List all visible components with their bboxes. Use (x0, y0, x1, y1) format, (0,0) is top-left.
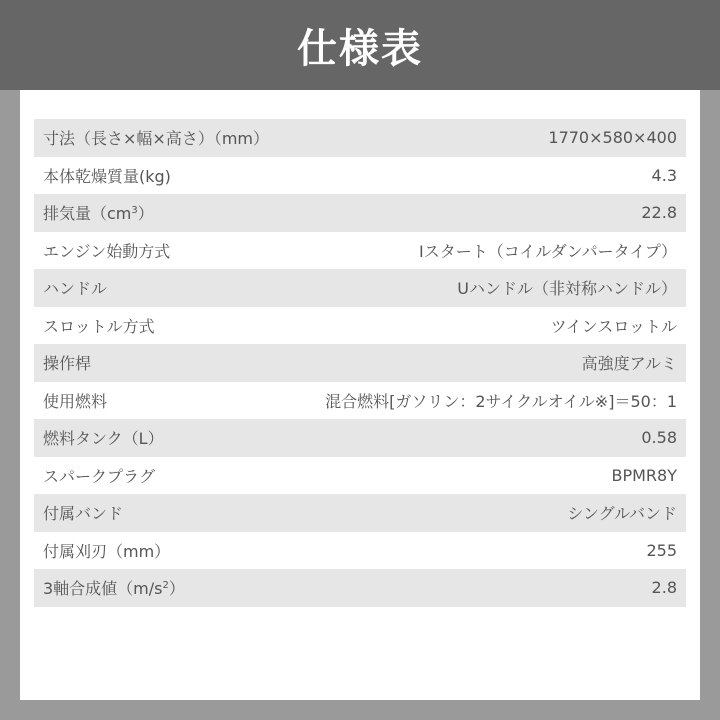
page-title: 仕様表 (297, 25, 423, 72)
spec-value: 高強度アルミ (581, 354, 677, 374)
spec-row-blade (34, 532, 686, 570)
spec-row-band (34, 494, 686, 532)
spec-row-shaft (34, 344, 686, 382)
spec-value: 255 (646, 540, 677, 560)
spec-label: 寸法（長さ×幅×高さ）（mm） (43, 129, 269, 149)
spec-row-fuel (34, 382, 686, 420)
spec-value: BPMR8Y (611, 465, 677, 485)
spec-row-spark-plug (34, 457, 686, 495)
spec-label-superscript: 3 (131, 205, 138, 217)
spec-row-displacement (34, 194, 686, 232)
spec-label (43, 201, 154, 224)
spec-value: Uハンドル（非対称ハンドル） (457, 279, 677, 299)
spec-label: エンジン始動方式 (43, 241, 171, 261)
spec-value: 22.8 (641, 203, 677, 223)
page-header (0, 0, 720, 90)
spec-value: 0.58 (641, 428, 677, 448)
spec-table (34, 119, 686, 607)
spec-row-handle (34, 269, 686, 307)
spec-value: 4.3 (651, 165, 677, 185)
spec-value: シングルバンド (567, 504, 677, 524)
spec-value: ツインスロットル (550, 316, 677, 336)
spec-row-dry-weight (34, 157, 686, 195)
spec-label: ハンドル (43, 279, 108, 299)
spec-row-throttle (34, 307, 686, 345)
spec-value: 1770×580×400 (548, 128, 677, 148)
spec-value: Iスタート（コイルダンパータイプ） (419, 241, 677, 261)
spec-row-dimensions (34, 119, 686, 157)
spec-label: 付属バンド (43, 504, 124, 524)
spec-label: 付属刈刃（mm） (43, 541, 171, 561)
spec-row-vibration (34, 569, 686, 607)
spec-value: 2.8 (651, 578, 677, 598)
spec-label: 本体乾燥質量(kg) (43, 166, 171, 186)
spec-label-text: 3軸合成値（m/s (43, 579, 163, 599)
spec-label: 使用燃料 (43, 391, 108, 411)
spec-card (20, 90, 700, 700)
spec-label: 燃料タンク（L） (43, 429, 164, 449)
spec-label: スパークプラグ (43, 466, 156, 486)
spec-label-suffix: ） (168, 579, 185, 599)
spec-label: スロットル方式 (43, 316, 155, 336)
spec-label: 操作桿 (43, 354, 92, 374)
spec-row-fuel-tank (34, 419, 686, 457)
spec-label-superscript: 2 (162, 580, 169, 592)
spec-row-start-method (34, 232, 686, 270)
spec-label (43, 576, 185, 599)
spec-label-suffix: ） (137, 204, 154, 224)
spec-value: 混合燃料[ガソリン：2サイクルオイル※]＝50：1 (325, 391, 677, 411)
spec-label-text: 排気量（cm (43, 204, 132, 224)
